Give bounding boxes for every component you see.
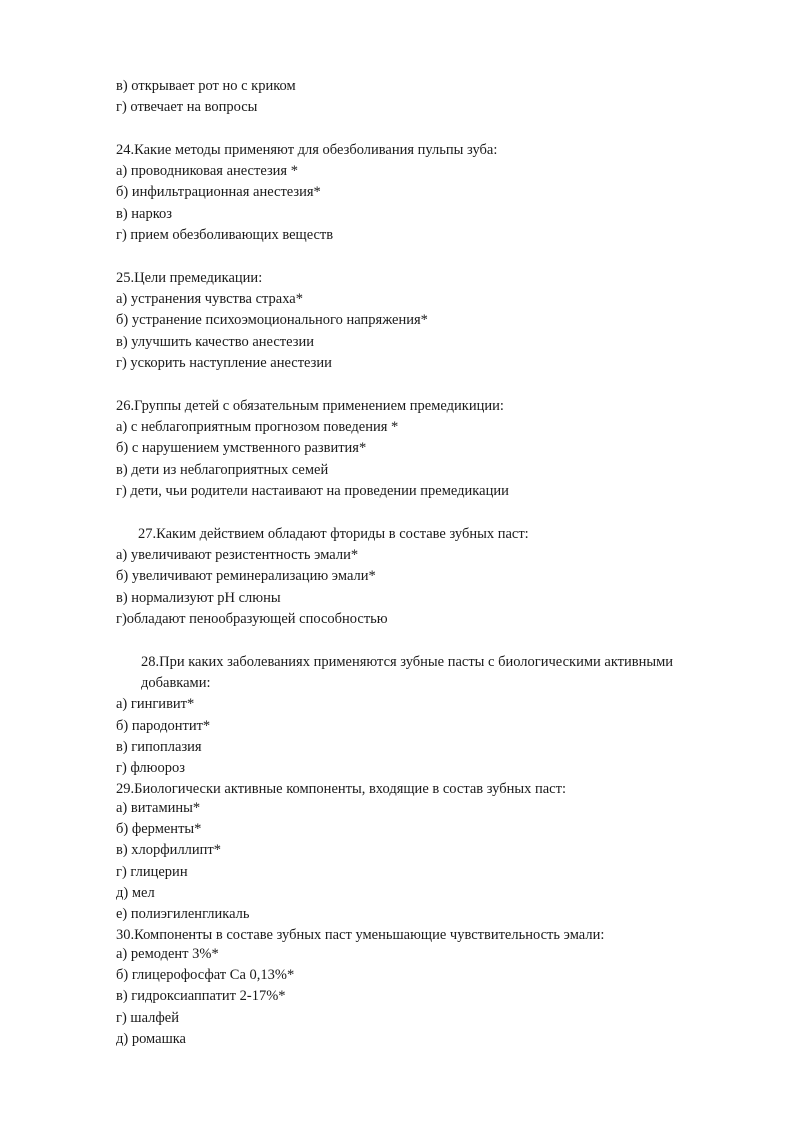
answer-line: г)обладают пенообразующей способностью — [116, 611, 388, 627]
question-29: 29.Биологически активные компоненты, входящие в состав зубных паст: — [116, 781, 566, 797]
question-28-continuation: добавками: — [141, 675, 211, 691]
answer-line: в) открывает рот но с криком — [116, 78, 296, 94]
answer-line: в) гидроксиаппатит 2-17%* — [116, 988, 286, 1004]
answer-line: д) ромашка — [116, 1031, 186, 1047]
answer-line: б) устранение психоэмоционального напряжения* — [116, 312, 428, 328]
question-30: 30.Компоненты в составе зубных паст уменьшающие чувствительность эмали: — [116, 927, 605, 943]
question-25: 25.Цели премедикации: — [116, 270, 263, 286]
answer-line: б) ферменты* — [116, 821, 202, 837]
answer-line: в) гипоплазия — [116, 739, 202, 755]
answer-line: г) шалфей — [116, 1010, 179, 1026]
answer-line: б) пародонтит* — [116, 718, 211, 734]
question-26: 26.Группы детей с обязательным применением премедикиции: — [116, 398, 504, 414]
answer-line: б) глицерофосфат Са 0,13%* — [116, 967, 295, 983]
answer-line: г) отвечает на вопросы — [116, 99, 258, 115]
answer-line: в) дети из неблагоприятных семей — [116, 462, 329, 478]
answer-line: б) с нарушением умственного развития* — [116, 440, 367, 456]
answer-line: а) с неблагоприятным прогнозом поведения * — [116, 419, 399, 435]
answer-line: а) проводниковая анестезия * — [116, 163, 298, 179]
answer-line: в) хлорфиллипт* — [116, 842, 222, 858]
answer-line: а) гингивит* — [116, 696, 195, 712]
answer-line: е) полиэгиленгликаль — [116, 906, 250, 922]
question-24: 24.Какие методы применяют для обезболивания пульпы зуба: — [116, 142, 498, 158]
answer-line: а) витамины* — [116, 800, 201, 816]
answer-line: д) мел — [116, 885, 155, 901]
answer-line: б) инфильтрационная анестезия* — [116, 184, 321, 200]
answer-line: а) устранения чувства страха* — [116, 291, 303, 307]
answer-line: а) ремодент 3%* — [116, 946, 219, 962]
answer-line: г) дети, чьи родители настаивают на проведении премедикации — [116, 483, 509, 499]
question-27: 27.Каким действием обладают фториды в составе зубных паст: — [138, 526, 529, 542]
answer-line: в) улучшить качество анестезии — [116, 334, 314, 350]
answer-line: г) прием обезболивающих веществ — [116, 227, 334, 243]
answer-line: б) увеличивают реминерализацию эмали* — [116, 568, 376, 584]
answer-line: г) глицерин — [116, 864, 188, 880]
answer-line: а) увеличивают резистентность эмали* — [116, 547, 359, 563]
answer-line: в) нормализуют рН слюны — [116, 590, 281, 606]
answer-line: г) флюороз — [116, 760, 185, 776]
answer-line: в) наркоз — [116, 206, 173, 222]
question-28: 28.При каких заболеваниях применяются зубные пасты с биологическими активными — [141, 654, 674, 670]
answer-line: г) ускорить наступление анестезии — [116, 355, 332, 371]
